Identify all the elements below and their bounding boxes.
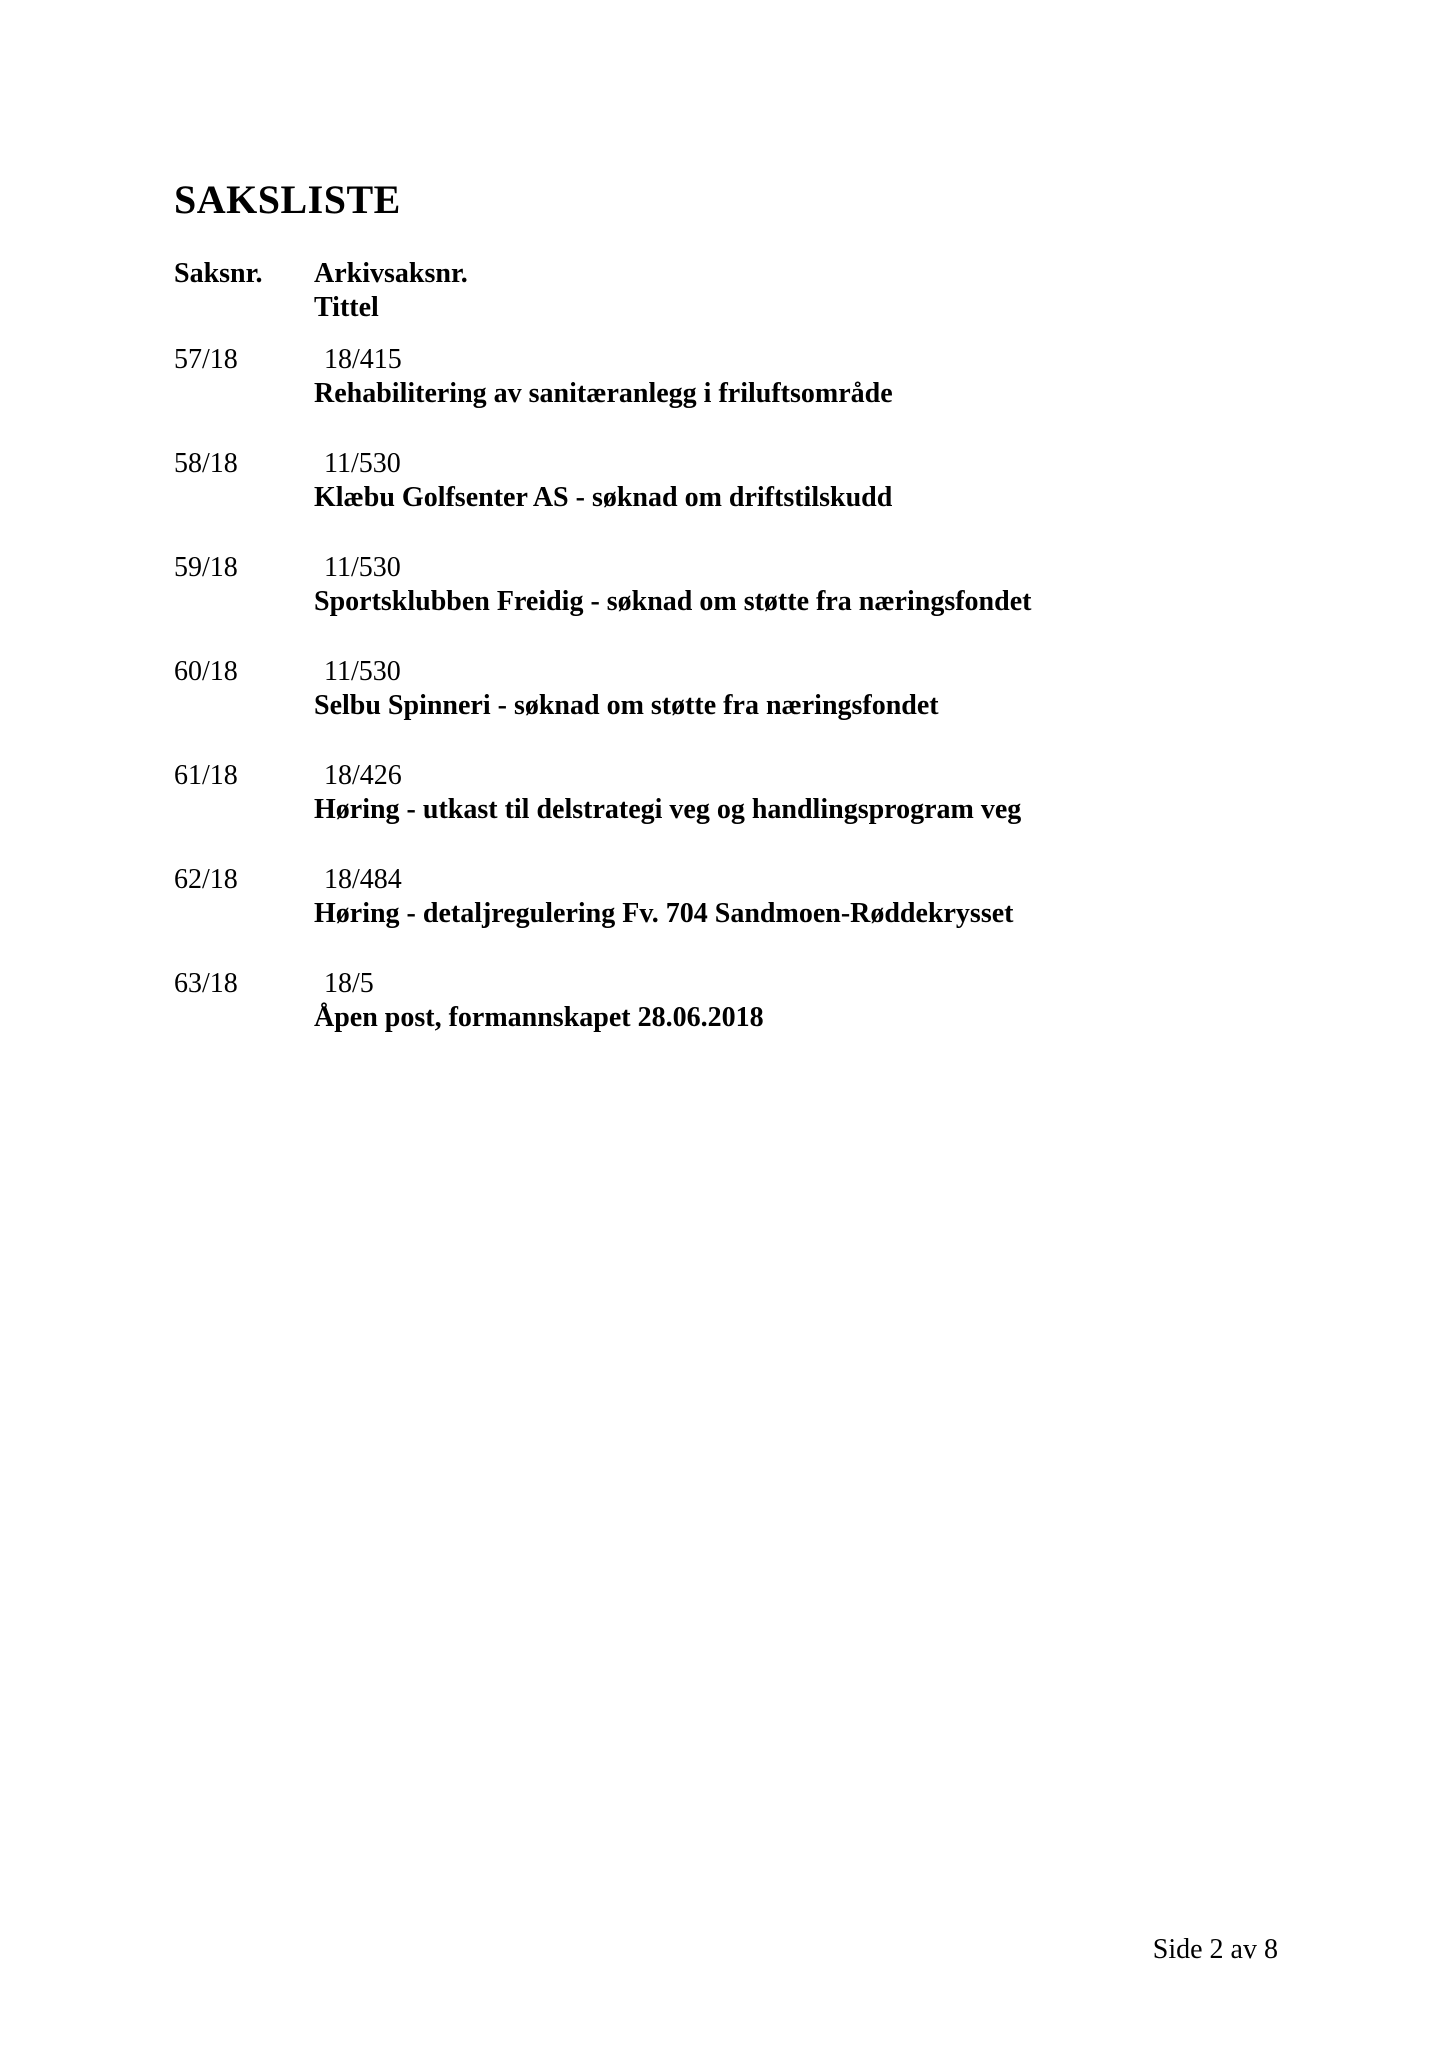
case-saksnr: 61/18 bbox=[174, 760, 238, 791]
page-title: SAKSLISTE bbox=[174, 177, 401, 222]
case-arkivsaksnr: 18/415 bbox=[324, 344, 402, 375]
case-item bbox=[174, 448, 1274, 552]
case-arkivsaksnr: 11/530 bbox=[324, 552, 401, 583]
case-title: Rehabilitering av sanitæranlegg i friluftsområde bbox=[314, 378, 893, 409]
case-item bbox=[174, 968, 1274, 1072]
case-saksnr: 63/18 bbox=[174, 968, 238, 999]
case-saksnr: 60/18 bbox=[174, 656, 238, 687]
case-title: Høring - utkast til delstrategi veg og handlingsprogram veg bbox=[314, 794, 1022, 825]
case-item bbox=[174, 864, 1274, 968]
case-saksnr: 62/18 bbox=[174, 864, 238, 895]
header-saksnr: Saksnr. bbox=[174, 258, 263, 289]
case-arkivsaksnr: 18/484 bbox=[324, 864, 402, 895]
case-arkivsaksnr: 11/530 bbox=[324, 656, 401, 687]
case-saksnr: 58/18 bbox=[174, 448, 238, 479]
case-saksnr: 59/18 bbox=[174, 552, 238, 583]
case-arkivsaksnr: 18/426 bbox=[324, 760, 402, 791]
case-title: Selbu Spinneri - søknad om støtte fra næringsfondet bbox=[314, 690, 939, 721]
case-title: Klæbu Golfsenter AS - søknad om driftstilskudd bbox=[314, 482, 893, 513]
case-item bbox=[174, 552, 1274, 656]
case-item bbox=[174, 656, 1274, 760]
case-item bbox=[174, 760, 1274, 864]
case-title: Sportsklubben Freidig - søknad om støtte fra næringsfondet bbox=[314, 586, 1032, 617]
case-arkivsaksnr: 18/5 bbox=[324, 968, 374, 999]
case-saksnr: 57/18 bbox=[174, 344, 238, 375]
header-tittel: Tittel bbox=[314, 292, 379, 323]
case-arkivsaksnr: 11/530 bbox=[324, 448, 401, 479]
case-title: Åpen post, formannskapet 28.06.2018 bbox=[314, 1002, 764, 1033]
case-item bbox=[174, 344, 1274, 448]
header-arkivsaksnr: Arkivsaksnr. bbox=[314, 258, 468, 289]
page-number: Side 2 av 8 bbox=[1152, 1934, 1278, 1965]
case-list bbox=[174, 344, 1274, 1072]
case-title: Høring - detaljregulering Fv. 704 Sandmoen-Røddekrysset bbox=[314, 898, 1014, 929]
